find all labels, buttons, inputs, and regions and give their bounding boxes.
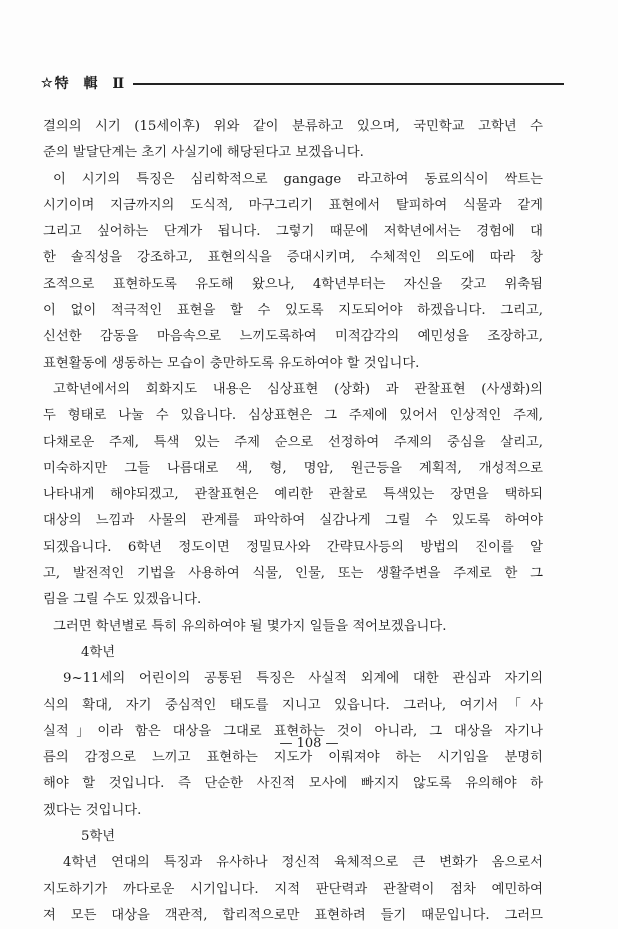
text-line: 겠다는 것입니다. [43,802,142,818]
paragraph-start: 이 시기의 특징은 심리학적으로 gangage 라고하여 동료의식이 싹트는 [53,171,543,187]
text-line: 준의 발달단계는 초기 사실기에 해당된다고 보겠읍니다. [43,145,364,161]
grade-subheading: 5학년 [81,829,116,845]
text-line: 두 형태로 나눌 수 있읍니다. 심상표현은 그 주제에 있어서 인상적인 주제, [43,408,543,424]
text-line: 결의의 시기 (15세이후) 위와 같이 분류하고 있으며, 국민학교 고학년 수 [43,119,543,134]
text-line: 대상의 느낌과 사물의 관계를 파악하여 실감나게 그릴 수 있도록 하여야 [43,513,543,529]
text-line: 표현활동에 생동하는 모습이 충만하도록 유도하여야 할 것입니다. [43,355,420,371]
paragraph-start: 고학년에서의 회화지도 내용은 심상표현 (상화) 과 관찰표현 (사생화)의 [53,381,543,397]
text-line: 나타내게 해야되겠고, 관찰표현은 예리한 관찰로 특색있는 장면을 택하되 [43,487,543,503]
text-line: 한 솔직성을 강조하고, 표현의식을 증대시키며, 수체적인 의도에 따라 창 [43,250,543,266]
text-line: 그리고 싶어하는 단계가 됩니다. 그렇기 때문에 저학년에서는 경험에 대 [43,224,543,240]
text-line: 이 없이 적극적인 표현을 할 수 있도록 지도되어야 하겠읍니다. 그리고, [43,303,543,319]
text-line: 림을 그릴 수도 있겠읍니다. [43,592,202,608]
section-header [41,73,564,93]
text-line: 신선한 감동을 마음속으로 느끼도록하여 미적감각의 예민성을 조장하고, [43,329,543,345]
text-line: 실적」이라 함은 대상을 그대로 표현하는 것이 아니라, 그 대상을 자기나 [43,723,543,739]
text-line: 되겠읍니다. 6학년 정도이면 정밀묘사와 간략묘사등의 방법의 진이를 알 [43,539,543,555]
text-line: 해야 할 것입니다. 즉 단순한 사진적 모사에 빠지지 않도록 유의해야 하 [43,776,543,792]
text-line: 다채로운 주제, 특색 있는 주제 순으로 선정하여 주제의 중심을 살리고, [43,434,543,450]
text-line: 져 모든 대상을 객관적, 합리적으로만 표현하려 들기 때문입니다. 그러므 [43,907,543,923]
paragraph-start: 9~11세의 어린이의 공통된 특징은 사실적 외계에 대한 관심과 자기의 [63,671,543,687]
header-rule [133,83,564,85]
text-line: 식의 확대, 자기 중심적인 태도를 지니고 있읍니다. 그러나, 여기서「사 [43,697,543,713]
text-line: 조적으로 표현하도록 유도해 왔으나, 4학년부터는 자신을 갖고 위축됨 [43,276,543,292]
text-line: 름의 감정으로 느끼고 표현하는 지도가 이뤄져야 하는 시기임을 분명히 [43,750,543,766]
body-text [43,114,543,929]
section-title: 特 輯 Ⅱ [54,76,126,92]
star-icon: ☆ [41,75,53,91]
text-line: 미숙하지만 그들 나름대로 색, 형, 명암, 원근등을 계획적, 개성적으로 [43,460,543,476]
text-line: 지도하기가 까다로운 시기입니다. 지적 판단력과 관찰력이 점차 예민하여 [43,881,543,897]
text-line: 고, 발전적인 기법을 사용하여 식물, 인물, 또는 생활주변을 주제로 한 그 [43,566,543,582]
paragraph-start: 그러면 학년별로 특히 유의하여야 될 몇가지 일들을 적어보겠읍니다. [53,618,447,634]
grade-subheading: 4학년 [81,644,116,660]
text-line: 시기이며 지금까지의 도식적, 마구그리기 표현에서 탈피하여 식물과 같게 [43,197,543,213]
page-number: — 108 — [279,736,339,751]
paragraph-start: 4학년 연대의 특징과 유사하나 정신적 육체적으로 큰 변화가 옴으로서 [63,855,543,871]
